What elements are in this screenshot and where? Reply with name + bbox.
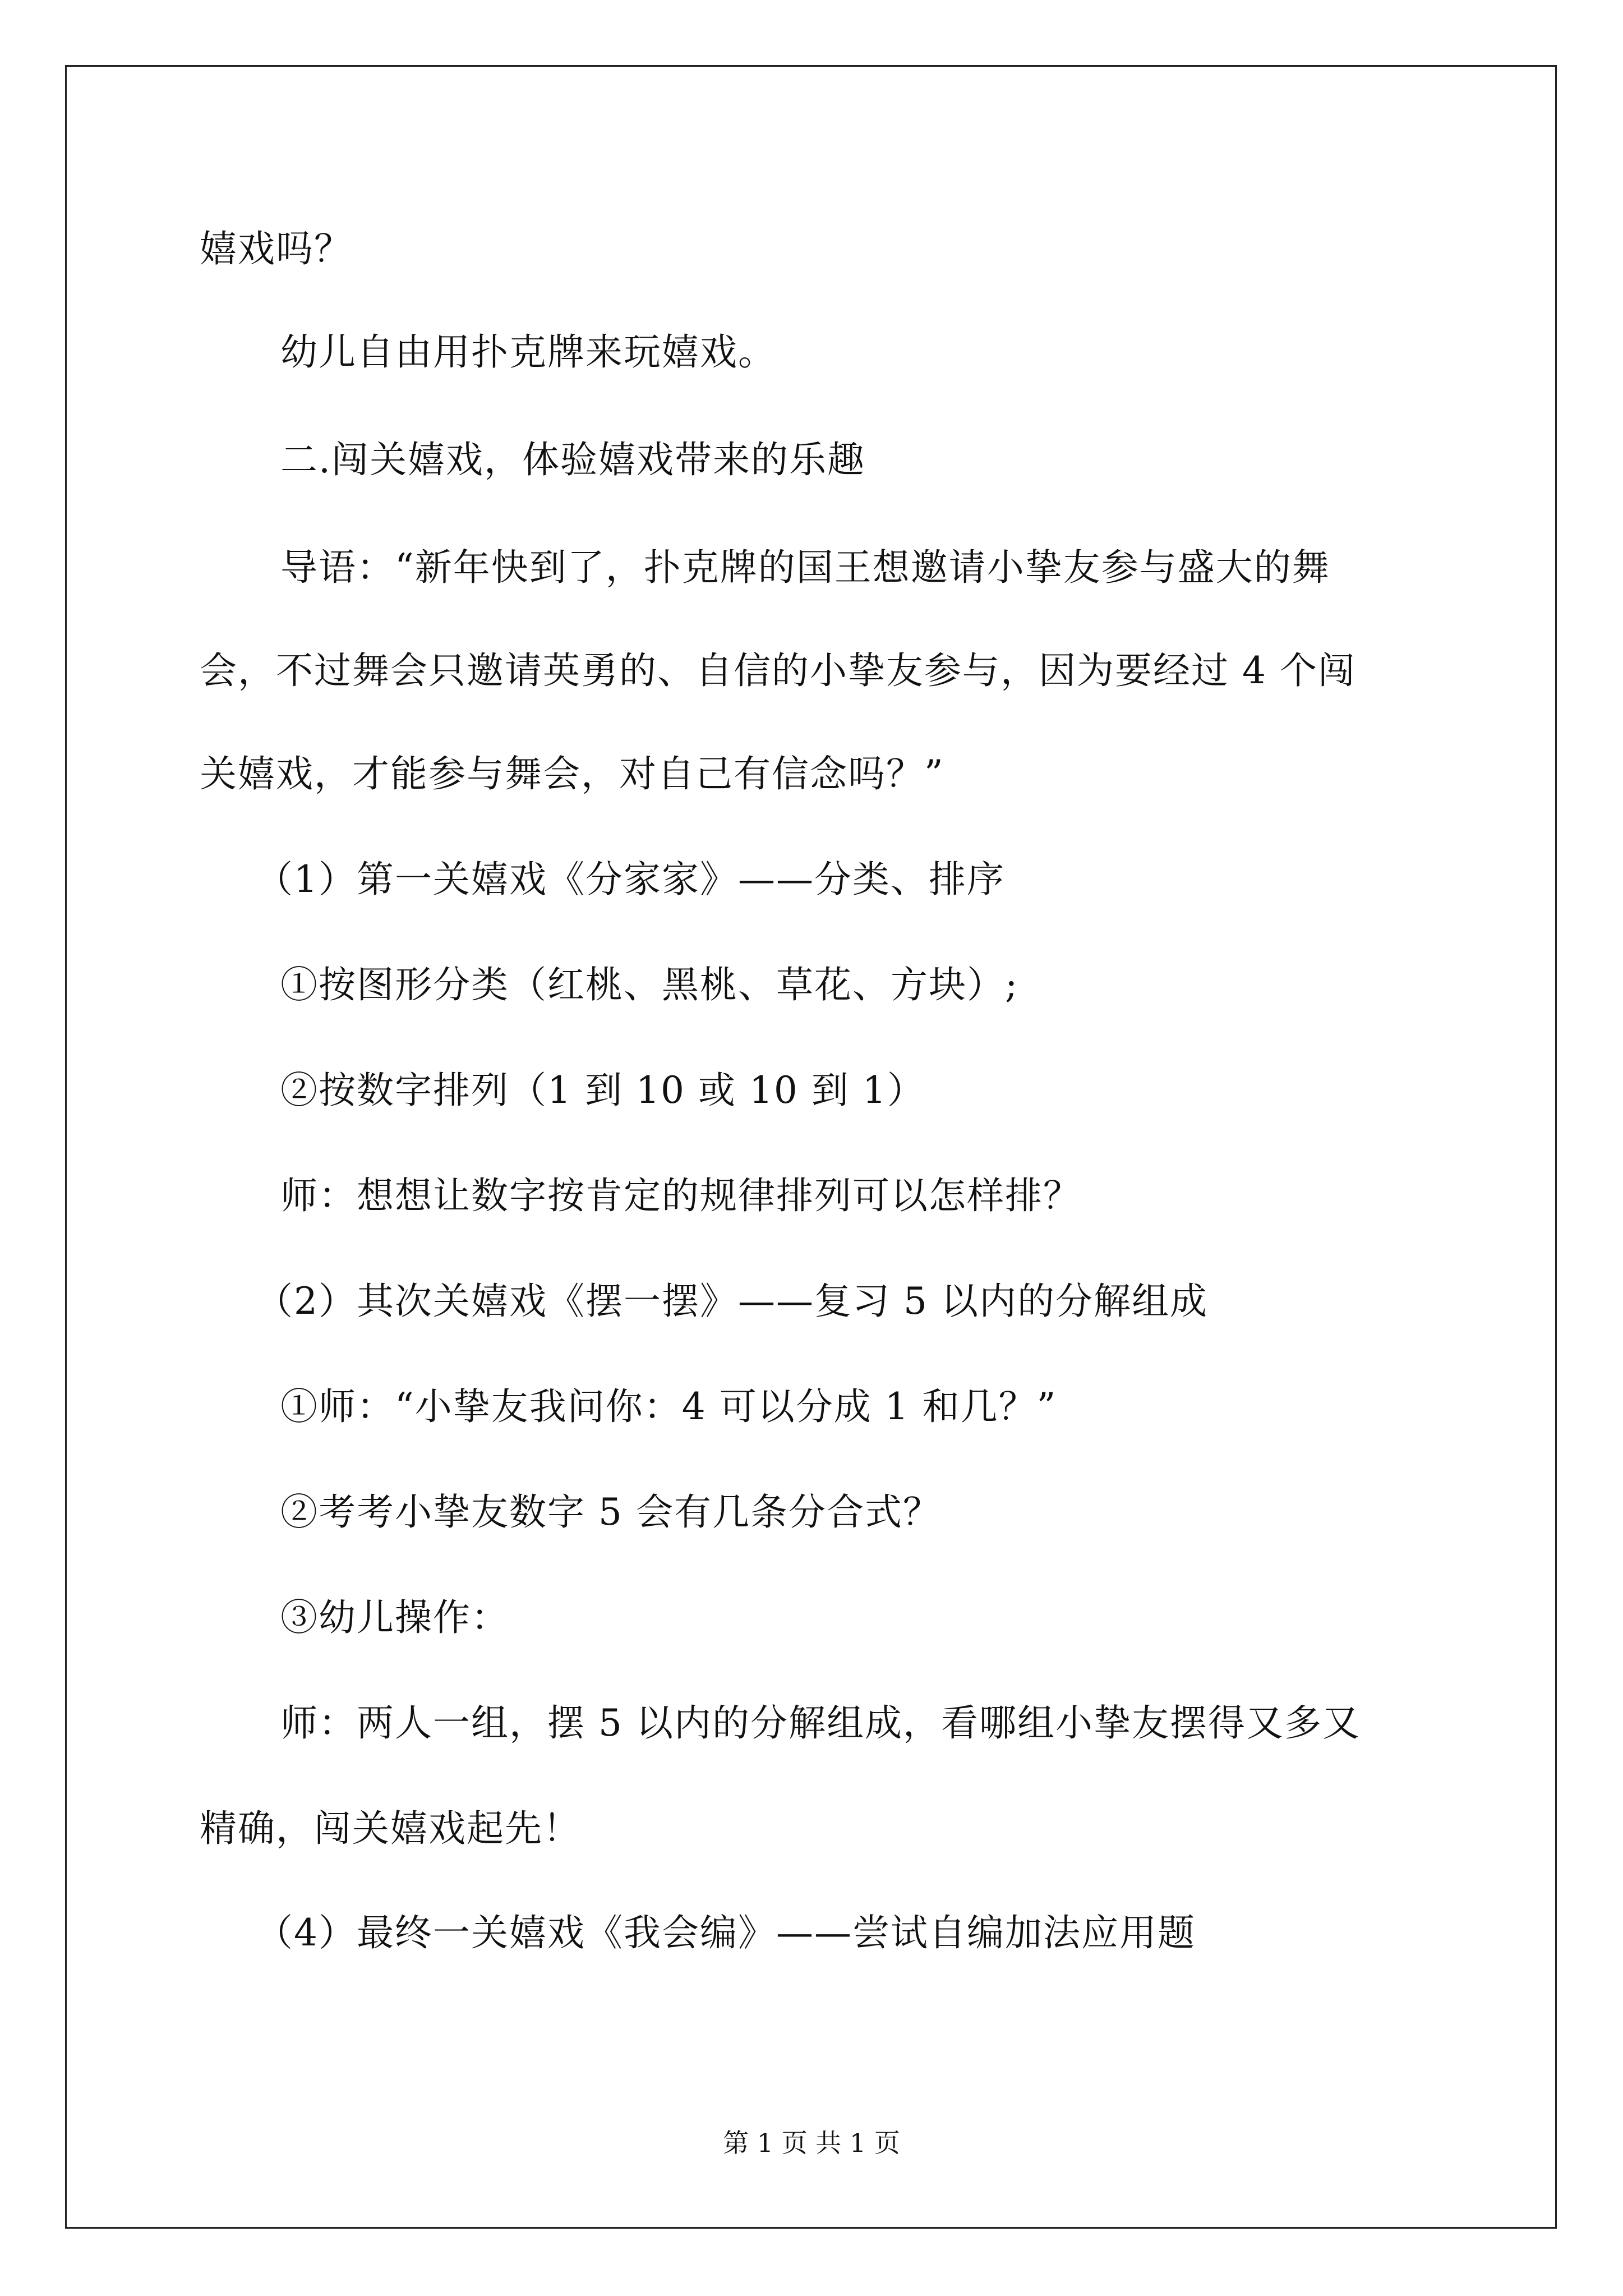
text-line: 师：想想让数字按肯定的规律排列可以怎样排？	[280, 1174, 1081, 1217]
text-line: 嬉戏吗？	[200, 227, 352, 270]
text-line: 幼儿自由用扑克牌来玩嬉戏。	[280, 330, 776, 374]
text-line: （2）其次关嬉戏《摆一摆》——复习 5 以内的分解组成	[256, 1280, 1208, 1323]
text-line: 精确，闯关嬉戏起先！	[200, 1807, 581, 1850]
text-line: （1）第一关嬉戏《分家家》——分类、排序	[256, 858, 1005, 901]
text-line: 二.闯关嬉戏，体验嬉戏带来的乐趣	[280, 438, 865, 481]
text-line: 会，不过舞会只邀请英勇的、自信的小挚友参与，因为要经过 4 个闯	[200, 649, 1356, 692]
text-line: （4）最终一关嬉戏《我会编》——尝试自编加法应用题	[256, 1911, 1196, 1954]
text-line: ①按图形分类（红桃、黑桃、草花、方块）;	[280, 963, 1019, 1006]
text-line: ②按数字排列（1 到 10 或 10 到 1）	[280, 1069, 925, 1112]
text-line: 关嬉戏，才能参与舞会，对自己有信念吗？”	[200, 752, 944, 795]
text-line: ②考考小挚友数字 5 会有几条分合式？	[280, 1490, 941, 1534]
page-border	[65, 65, 1557, 2229]
page-footer: 第 1 页 共 1 页	[723, 2128, 900, 2158]
text-line: ①师：“小挚友我问你：4 可以分成 1 和几？”	[280, 1385, 1057, 1428]
text-line: 导语：“新年快到了，扑克牌的国王想邀请小挚友参与盛大的舞	[280, 546, 1330, 589]
text-line: 师：两人一组，摆 5 以内的分解组成，看哪组小挚友摆得又多又	[280, 1701, 1361, 1745]
text-line: ③幼儿操作：	[280, 1596, 509, 1639]
